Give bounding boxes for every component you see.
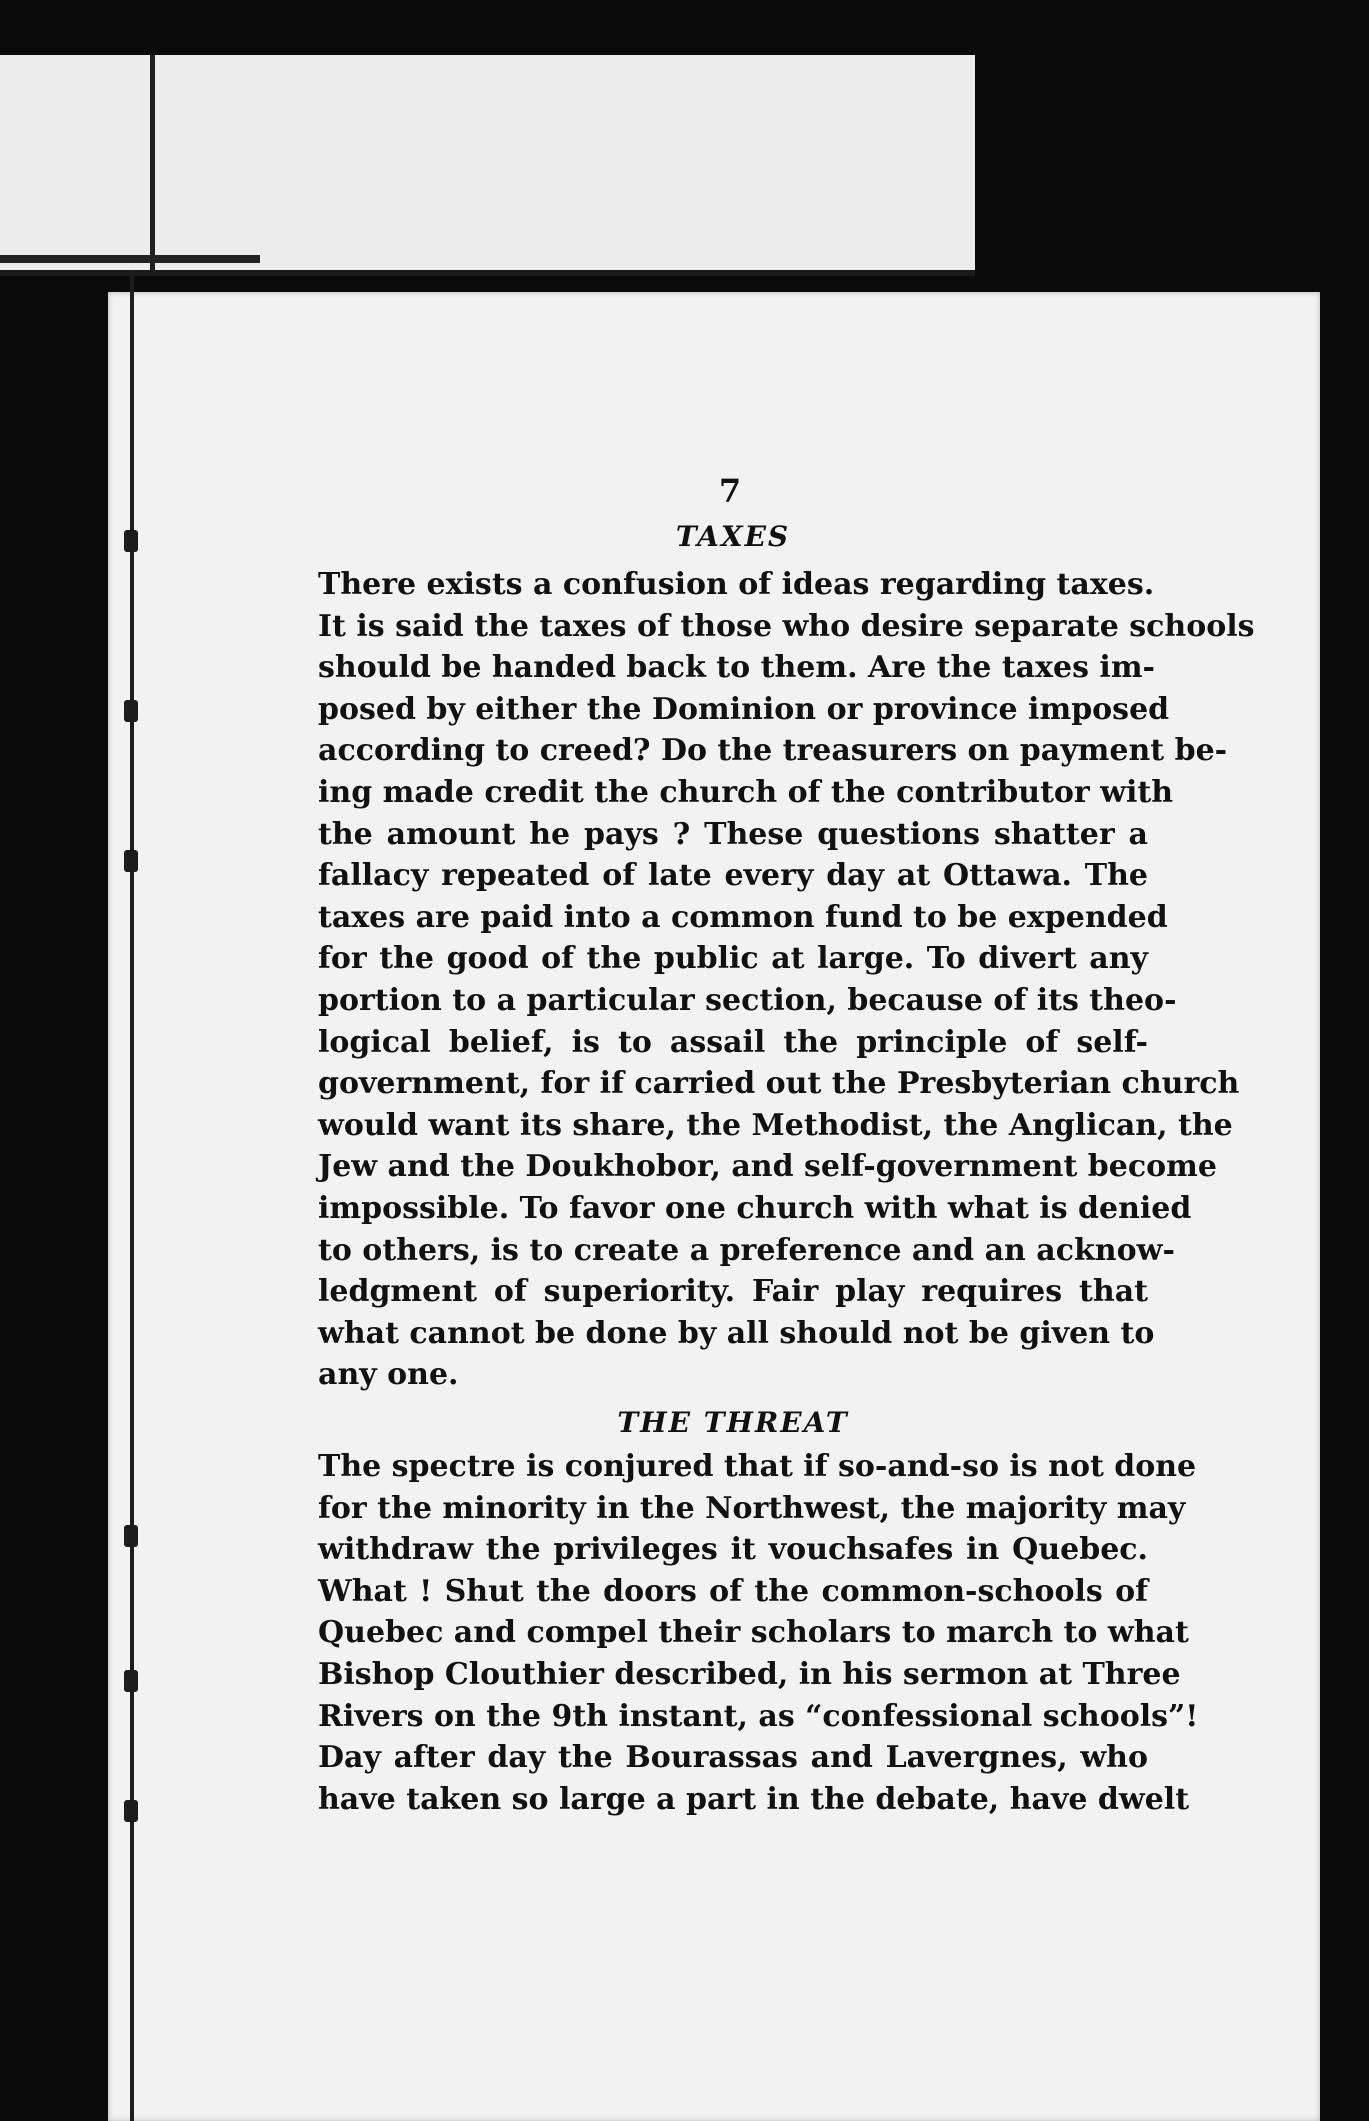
text-line: portion to a particular section, because of its theo- [318,982,1177,1018]
page-number: 7 [718,472,742,510]
text-line: Day after day the Bourassas and Lavergnes, who [318,1740,1148,1776]
text-line: the amount he pays ? These questions shatter a [318,816,1148,852]
binding-stitch [124,700,138,722]
text-line: would want its share, the Methodist, the Anglican, the [318,1107,1233,1143]
page-edge-stroke [0,255,260,263]
binding-stitch [124,530,138,552]
section-heading-the-threat: THE THREAT [617,1406,849,1439]
binding-stitch [124,1670,138,1692]
threat-paragraph [318,1446,1199,1820]
text-line: government, for if carried out the Presbyterian church [318,1066,1240,1102]
text-line: The spectre is conjured that if so-and-so is not done [318,1449,1197,1484]
text-line: It is said the taxes of those who desire separate schools [318,608,1255,644]
binding-stitch [124,1525,138,1547]
text-line: what cannot be done by all should not be given to [318,1315,1155,1351]
text-line: for the minority in the Northwest, the majority may [318,1490,1186,1526]
binding-stitch [124,1800,138,1822]
text-line: withdraw the privileges it vouchsafes in Quebec. [318,1532,1148,1568]
text-line: to others, is to create a preference and an acknow- [318,1232,1175,1268]
text-line: have taken so large a part in the debate, have dwelt [318,1781,1190,1817]
text-line: posed by either the Dominion or province imposed [318,691,1170,727]
text-line: What ! Shut the doors of the common-schools of [318,1573,1148,1609]
text-line: Rivers on the 9th instant, as “confessional schools”! [318,1698,1199,1734]
text-line: impossible. To favor one church with what is denied [318,1190,1192,1226]
page-edge-stroke [150,55,155,270]
text-line: ledgment of superiority. Fair play requires that [318,1274,1148,1310]
previous-page-edge [0,55,975,276]
text-line: logical belief, is to assail the principle of self- [318,1024,1148,1060]
text-line: There exists a confusion of ideas regarding taxes. [318,567,1155,602]
text-line: according to creed? Do the treasurers on payment be- [318,733,1228,769]
section-heading-taxes: TAXES [675,520,791,553]
text-line: for the good of the public at large. To divert any [318,941,1148,977]
text-line: taxes are paid into a common fund to be expended [318,899,1168,935]
binding-stitch [124,850,138,872]
text-line: Quebec and compel their scholars to march to what [318,1615,1189,1651]
text-line: should be handed back to them. Are the taxes im- [318,650,1156,686]
text-line: Bishop Clouthier described, in his sermon at Three [318,1656,1181,1692]
text-line: ing made credit the church of the contributor with [318,774,1174,810]
text-line: Jew and the Doukhobor, and self-government become [318,1149,1217,1185]
text-line: fallacy repeated of late every day at Ottawa. The [318,858,1148,894]
taxes-paragraph [318,564,1255,1396]
text-line: any one. [318,1357,459,1393]
